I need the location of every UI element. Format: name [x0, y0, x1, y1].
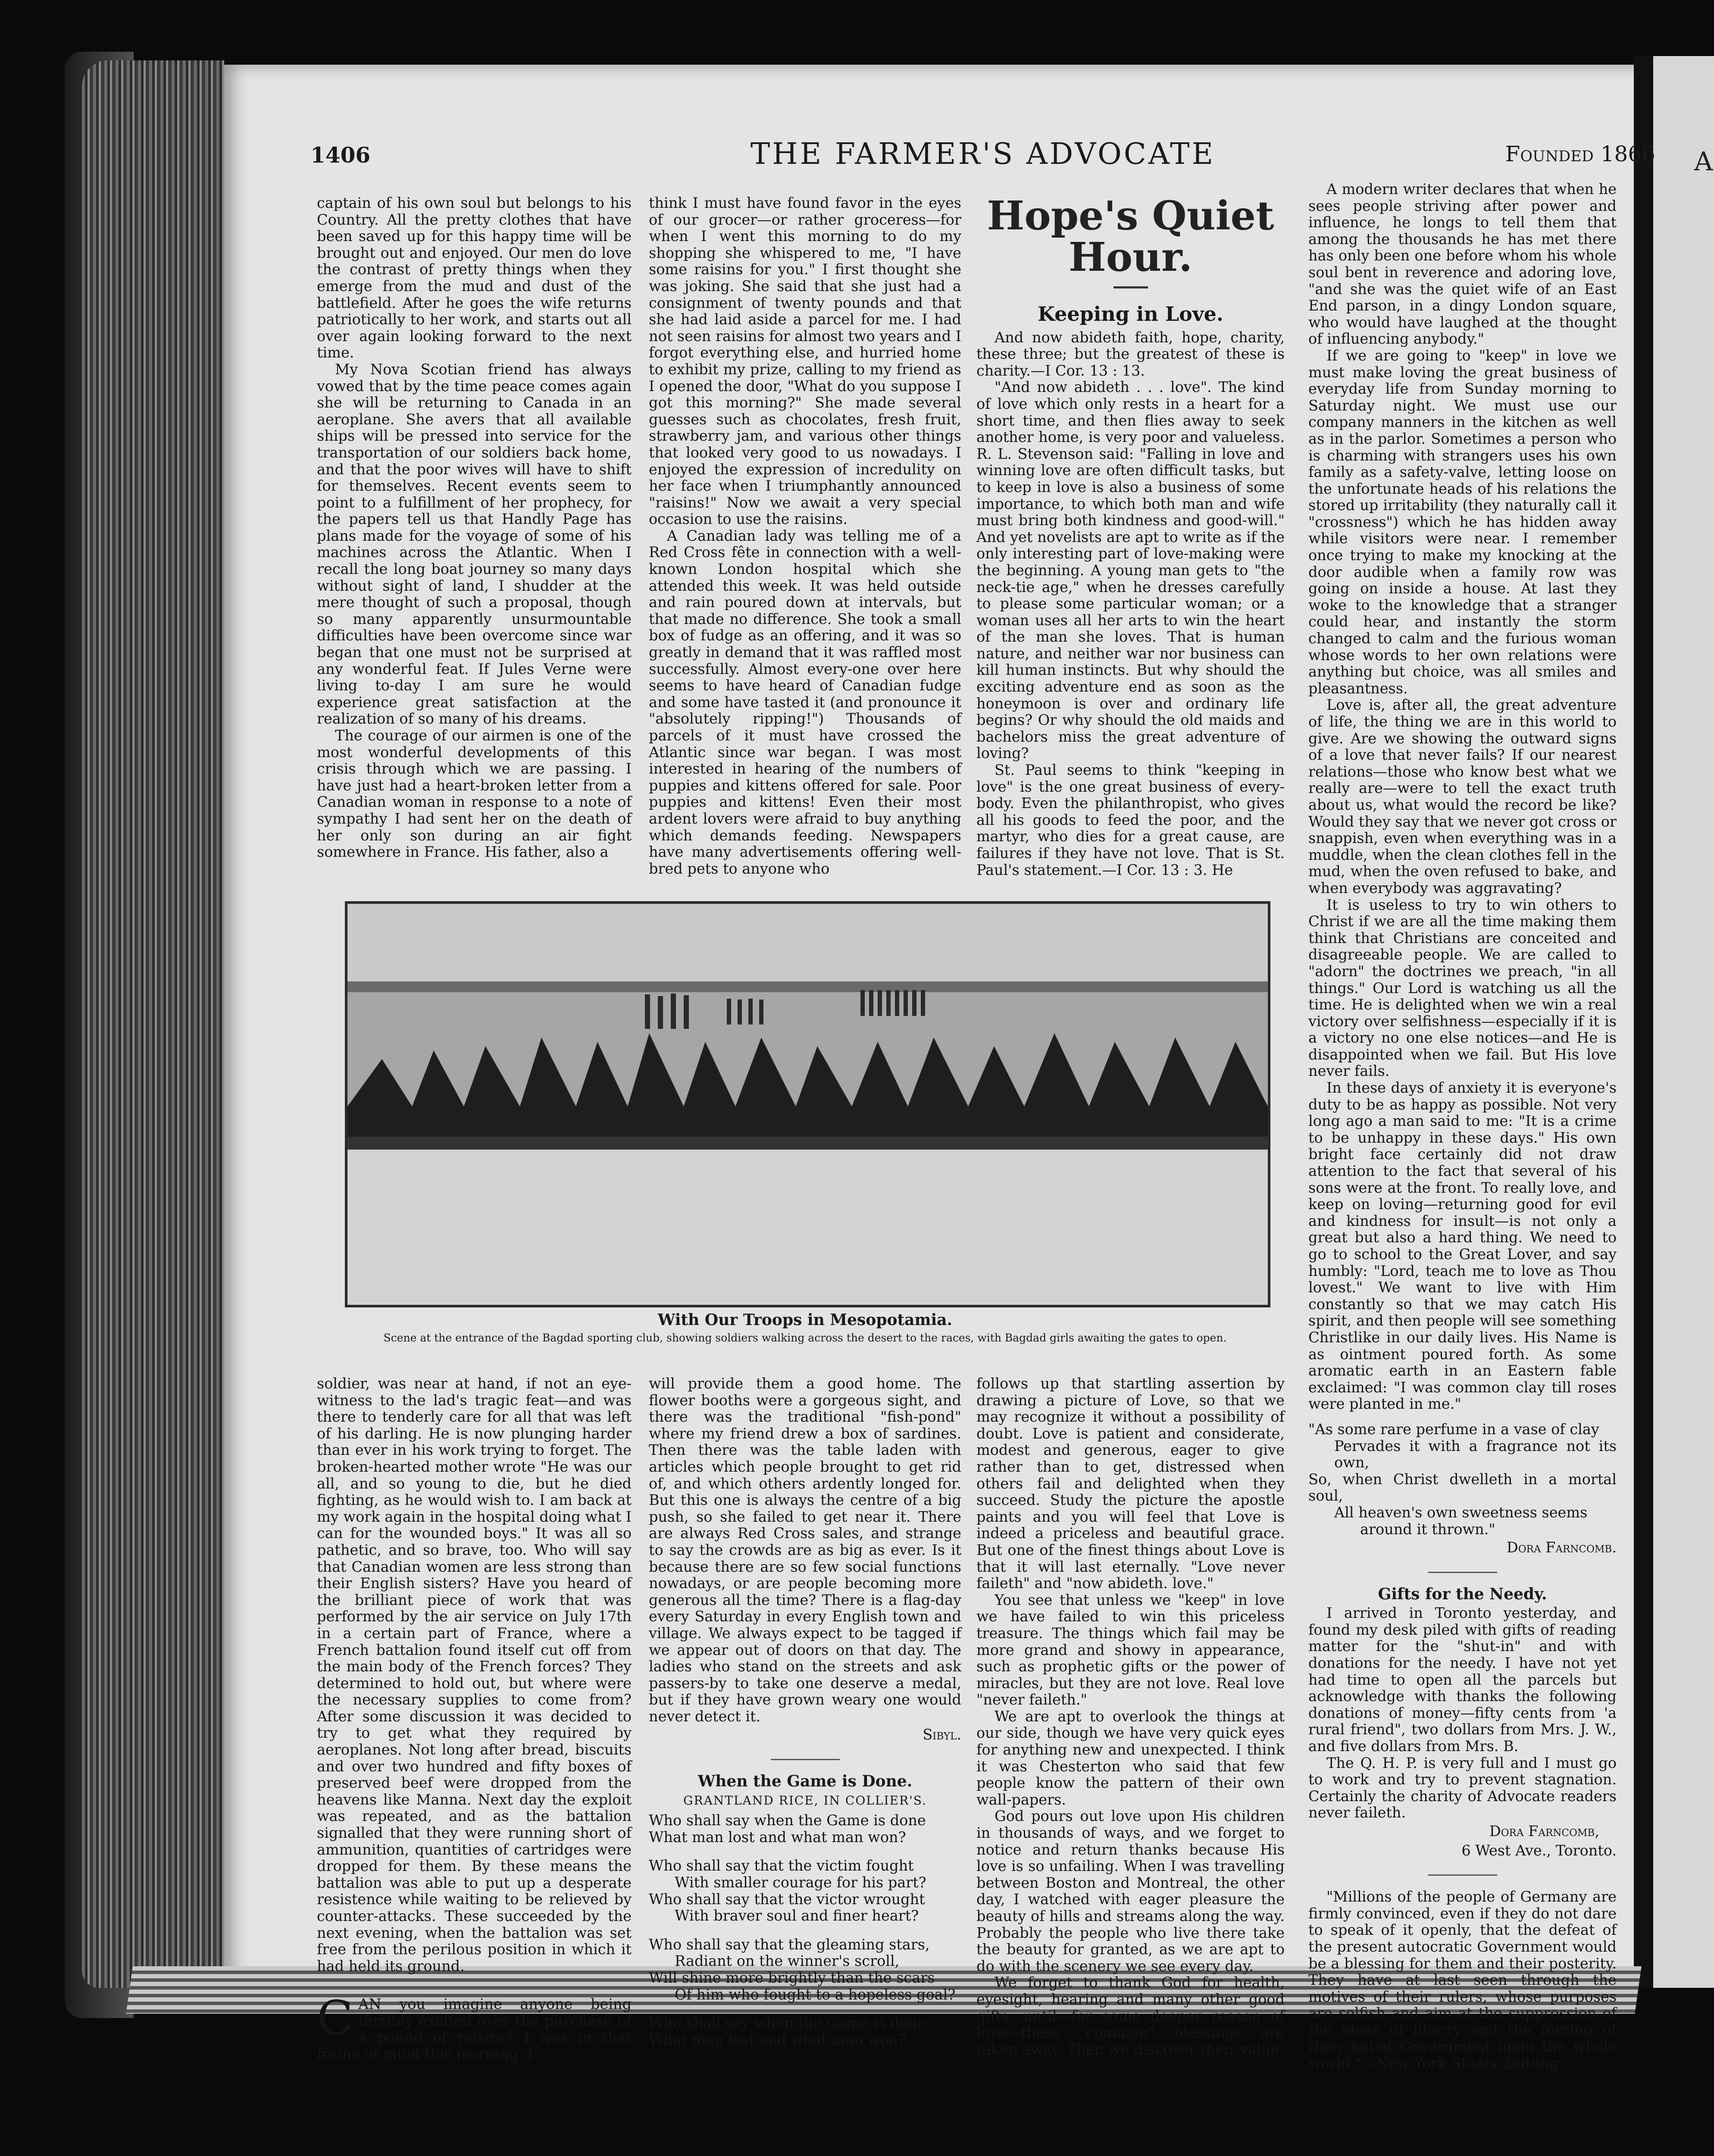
section-title: Hope's Quiet Hour.	[987, 192, 1274, 280]
poem-stanza	[649, 1812, 961, 1846]
page-header	[310, 137, 1655, 172]
drop-cap: C	[317, 1990, 353, 2046]
signature: Dora Farncomb,	[1489, 1823, 1599, 1839]
divider	[771, 1759, 840, 1760]
poem-line: Who shall say that the gleaming stars,	[649, 1936, 930, 1953]
quote-paragraph: "Millions of the people of Germany are firmly convinced, even if they do not dare to speak of it openly, that the defeat of the present autocratic Government would be a blessing for them and their posterity. They have at last seen through the motives of their rulers, whose purposes are selfish and aim at the suppression of the ideas of liberty and the forcing of their hated Government upon the whole world."—New York Staats-Zeitung.	[1308, 1888, 1617, 2072]
paragraph: think I must have found favor in the eyes of our grocer—or rather groceress—for when I went this morning to do my shopping she whispered to me, "I have some raisins for you." I first thought she was joking. She said that she just had a consignment of twenty pounds and that she had laid aside a parcel for me. I had not seen raisins for almost two years and I forgot everything else, and hurried home to exhibit my prize, calling to my friend as I opened the door, "What do you suppose I got this morning?" She made several guesses such as chocolates, fresh fruit, strawberry jam, and various other things that looked very good to us nowadays. I enjoyed the expression of incredulity on her face when I triumphantly announced "raisins!" Now we await a very special occasion to use the raisins.	[649, 194, 961, 528]
bottom-column-1	[317, 1376, 632, 2063]
poem	[649, 1812, 961, 2048]
column-1	[317, 195, 632, 861]
poem-line: Who shall say that the victor wrought	[649, 1890, 925, 1908]
signature: Dora Farncomb.	[1506, 1539, 1617, 1556]
poem-quote	[1308, 1421, 1617, 1538]
paragraph: "And now abideth . . . love". The kind of love which only rests in a heart for a short time, and then flies away to seek another home, is very poor and valueless. R. L. Stevenson said: "Falling in love and winning love are often difficult tasks, but to keep in love is also a business of some importance, to which both man and wife must bring both kindness and good-will." And yet novelists are apt to write as if the only interesting part of love-making were the beginning. A young man gets to "the neck-tie age," when he dresses carefully to please some particular woman; or a woman uses all her arts to win the heart of the man she loves. That is human nature, and neither war nor business can kill human instincts. But why should the exciting adventure end as soon as the honeymoon is over and ordinary life begins? Or why should the old maids and bachelors miss the great adventure of loving?	[976, 379, 1285, 762]
poem-line: around it thrown."	[1360, 1520, 1495, 1538]
signature: Sibyl.	[923, 1726, 961, 1743]
paragraph-text: AN you imagine anyone being terribly excited over the purchase of a pound of raisins? I was in that frame of mind this morning. I	[317, 1996, 632, 2063]
photo-title: With Our Troops in Mesopotamia.	[657, 1311, 953, 1329]
poem-title: When the Game is Done.	[697, 1772, 913, 1791]
photo-caption: Scene at the entrance of the Bagdad sporting club, showing soldiers walking across the desert to the races, with Bagdad girls awaiting the gates to open.	[383, 1332, 1227, 1344]
poem-byline: GRANTLAND RICE, IN COLLIER'S.	[683, 1793, 927, 1808]
column-2	[649, 195, 961, 877]
paragraph: I arrived in Toronto yesterday, and found my desk piled with gifts of reading matter for the "shut-in" and with donations for the needy. I have not yet had time to open all the parcels but acknowledge with thanks the following donations of money—fifty cents from 'a rural friend", two dollars from Mrs. J. W., and five dollars from Mrs. B.	[1308, 1604, 1617, 1755]
masthead: THE FARMER'S ADVOCATE	[750, 137, 1216, 171]
poem-line: Who shall say when the Game is done	[649, 2015, 926, 2032]
photo-image	[347, 904, 1268, 1305]
founded-date: Founded 1866	[1505, 141, 1655, 166]
poem-line: So, when Christ dwelleth in a mortal soul,	[1308, 1470, 1617, 1504]
paragraph: If we are going to "keep" in love we must make loving the great business of everyday life from Sunday morning to Saturday night. We must use our company manners in the kitchen as well as in the parlor. Sometimes a person who is charming with strangers uses his own family as a safety-valve, letting loose on the unfortunate heads of his relations the stored up irritability (they naturally call it "crossness") which he has hidden away while visitors were near. I remember once trying to make my knocking at the door audible when a family row was going on inside a house. At last they woke to the knowledge that a stranger could hear, and instantly the storm changed to calm and the furious woman whose words to her own relations were anything but choice, was all smiles and pleasantness.	[1308, 347, 1617, 697]
poem-line: What man lost and what man won?	[649, 1828, 906, 1846]
book-right-page	[1653, 56, 1714, 1988]
poem-line: With smaller courage for his part?	[675, 1874, 926, 1891]
divider	[1428, 1572, 1497, 1573]
poem-line: Will shine more brightly than the scars	[649, 1969, 935, 1986]
poem-stanza	[649, 1937, 961, 2003]
paragraph: You see that unless we "keep" in love we have failed to win this priceless treasure. The things which fail may be more grand and showy in appearance, such as prophetic gifts or the power of miracles, but they are not love. Real love "never faileth."	[976, 1591, 1285, 1708]
paragraph: St. Paul seems to think "keeping in love" is the one great business of every-body. Even the philanthropist, who gives all his goods to feed the poor, and the martyr, who dies for a great cause, are failures if they have not love. That is St. Paul's statement.—I Cor. 13 : 3. He	[976, 761, 1285, 878]
divider	[1113, 286, 1148, 288]
paragraph: It is useless to try to win others to Christ if we are all the time making them think that Christians are conceited and disagreeable people. We are called to "adorn" the doctrines we preach, "in all things." Our Lord is watching us all the time. He is delighted when we win a real victory over selfishness—especially if it is a victory no one else notices—and He is disappointed when we fail. But His love never fails.	[1308, 896, 1617, 1080]
bottom-column-3	[976, 1376, 1285, 2058]
divider	[1428, 1874, 1497, 1876]
column-3	[976, 192, 1285, 878]
poem-line: "As some rare perfume in a vase of clay	[1308, 1420, 1599, 1438]
paragraph: captain of his own soul but belongs to his Country. All the pretty clothes that have been saved up for this happy time will be brought out and enjoyed. Our men do love the contrast of pretty things when they emerge from the mud and dust of the battlefield. After he goes the wife returns patriotically to her work, and starts out all over again looking forward to the next time.	[317, 194, 632, 361]
paragraph: soldier, was near at hand, if not an eye-witness to the lad's tragic feat—and was there to tenderly care for all that was left of his darling. He is now plunging harder than ever in his work trying to forget. The broken-hearted mother wrote "He was our all, and so young to die, but he died fighting, as he would wish to. I am back at my work again in the hospital doing what I can for the wounded boys." It was all so pathetic, and so brave, too. Who will say that Canadian women are less strong than their English sisters? Have you heard of the brilliant piece of work that was performed by the air service on July 17th in a certain part of France, where a French battalion found itself cut off from the main body of the French forces? They determined to hold out, but where were the necessary supplies to come from? After some discussion it was decided to try to get what they required by aeroplanes. Not long after bread, biscuits and over two hundred and fifty boxes of preserved beef were dropped from the heavens like Manna. Next day the exploit was repeated, and as the battalion signalled that they were running short of ammunition, quantities of cartridges were dropped for them. By these means the battalion was able to put up a desperate resistence while waiting to be relieved by counter-attacks. These succeeded by the next evening, when the battalion was set free from the perilous position in which it had held its ground.	[317, 1375, 632, 1974]
poem-line: Of him who fought to a hopeless goal?	[675, 1986, 956, 2003]
poem-stanza	[649, 2015, 961, 2048]
paragraph: Love is, after all, the great adventure of life, the thing we are in this world to give. Are we showing the outward signs of a love that never fails? If our nearest relations—those who know best what we really are—were to tell the exact truth about us, what would the record be like? Would they say that we never got cross or snappish, even when everything was in a muddle, when the clean clothes fell in the mud, when the oven refused to bake, and when everybody was aggravating?	[1308, 696, 1617, 896]
poem-stanza	[649, 1858, 961, 1924]
poem-line: Pervades it with a fragrance not its own,	[1334, 1437, 1617, 1471]
book-page-stack	[82, 60, 224, 1988]
poem-line: What man lost and what man won?	[649, 2031, 906, 2048]
poem-line: All heaven's own sweetness seems	[1334, 1504, 1588, 1521]
poem-line: Radiant on the winner's scroll,	[675, 1952, 900, 1970]
paragraph: follows up that startling assertion by drawing a picture of Love, so that we may recognize it without a possibility of doubt. Love is patient and considerate, modest and generous, eager to give rather than to get, distressed when others fail and delighted when they succeed. Study the picture the apostle paints and you will feel that Love is indeed a priceless and beautiful grace. But one of the finest things about Love is that it will last eternally. "Love never faileth" and "now abideth. love."	[976, 1375, 1285, 1592]
poem-line: Who shall say when the Game is done	[649, 1812, 926, 1829]
signature-address: 6 West Ave., Toronto.	[1461, 1842, 1617, 1859]
paragraph: And now abideth faith, hope, charity, these three; but the greatest of these is charity.—I Cor. 13 : 13.	[976, 329, 1285, 379]
paragraph: A Canadian lady was telling me of a Red Cross fête in connection with a well-known London hospital which she attended this week. It was held outside and rain poured down at intervals, but that made no difference. She took a small box of fudge as an offering, and it was so greatly in demand that it was raffled most successfully. Almost every-one over here seems to have heard of Canadian fudge and some have tasted it (and pronounce it "absolutely ripping!") Thousands of parcels of it must have crossed the Atlantic since war began. I was most interested in hearing of the numbers of puppies and kittens offered for sale. Poor puppies and kittens! Even their most ardent lovers were afraid to buy anything which demands feeding. Newspapers have many advertisements offering well-bred pets to anyone who	[649, 527, 961, 877]
poem-line: With braver soul and finer heart?	[675, 1907, 919, 1924]
gifts-title: Gifts for the Needy.	[1378, 1585, 1547, 1603]
paragraph: A modern writer declares that when he sees people striving after power and influence, he longs to tell them that among the thousands he has met there has only been one before whom his whole soul bent in reverence and adoring love, "and she was the quiet wife of an East End parson, in a dingy London square, who would have laughed at the thought of influencing anybody."	[1308, 181, 1617, 348]
paragraph: My Nova Scotian friend has always vowed that by the time peace comes again she will be returning to Canada in an aeroplane. She avers that all available ships will be pressed into service for the transportation of our soldiers back home, and that the poor wives will have to shift for themselves. Recent events seem to point to a fulfillment of her prophecy, for the papers tell us that Handly Page has plans made for the voyage of some of his machines across the Atlantic. When I recall the long boat journey so many days without sight of land, I shudder at the mere thought of such a proposal, though so many apparently unsurmountable difficulties have been overcome since war began that one must not be surprised at any wonderful feat. If Jules Verne were living to-day I am sure he would experience great satisfaction at the realization of so many of his dreams.	[317, 360, 632, 727]
photo-troops-mesopotamia	[345, 901, 1270, 1307]
column-4	[1308, 181, 1617, 2072]
paragraph: will provide them a good home. The flower booths were a gorgeous sight, and there was the traditional "fish-pond" where my friend drew a box of sardines. Then there was the table laden with articles which people brought to get rid of, and which others ardently longed for. But this one is always the centre of a big push, so she failed to get near it. There are always Red Cross sales, and strange to say the crowds are as big as ever. Is it because there are so few social functions nowadays, or are people becoming more generous all the time? There is a flag-day every Saturday in every English town and village. We always expect to be tagged if we appear out of doors on that day. The ladies who stand on the streets and ask passers-by to take one deserve a medal, but if they have grown weary one would never detect it.	[649, 1375, 961, 1725]
section-subtitle: Keeping in Love.	[1038, 302, 1223, 326]
raisins-paragraph	[317, 1990, 632, 2063]
paragraph: The courage of our airmen is one of the most wonderful developments of this crisis through which we are passing. I have just had a heart-broken letter from a Canadian woman in response to a note of sympathy I had sent her on the death of her only son during an air fight somewhere in France. His father, also a	[317, 727, 632, 861]
bottom-column-2	[649, 1376, 961, 2060]
paragraph: We are apt to overlook the things at our side, though we have very quick eyes for anything new and unexpected. I think it was Chesterton who said that few people know the pattern of their own wall-papers.	[976, 1708, 1285, 1808]
paragraph: God pours out love upon His children in thousands of ways, and we forget to notice and return thanks because His love is so unfailing. When I was travelling between Boston and Montreal, the other day, I watched with eager pleasure the beauty of hills and streams along the way. Probably the people who live there take the beauty for granted, as we are apt to do with the scenery we see every day.	[976, 1808, 1285, 1974]
right-page-letter: A	[1694, 147, 1713, 177]
paragraph: The Q. H. P. is very full and I must go to work and try to prevent stagnation. Certainly the charity of Advocate readers never faileth.	[1308, 1754, 1617, 1821]
paragraph: We forget to thank God for health, eyesight, hearing and many other good gifts, until—for some deeper reason of love—these "common" blessings are taken away. Then we discover their value.	[976, 1974, 1285, 2058]
page-number: 1406	[310, 142, 371, 168]
poem-line: Who shall say that the victim fought	[649, 1857, 914, 1874]
paragraph: In these days of anxiety it is everyone's duty to be as happy as possible. Not very long ago a man said to me: "It is a crime to be unhappy in these days." His own bright face certainly did not draw attention to the fact that several of his sons were at the front. To really love, and keep on loving—returning good for evil and kindness for insult—is not only a great but also a hard thing. We need to go to school to the Great Lover, and say humbly: "Lord, teach me to love as Thou lovest." We want to live with Him constantly so that we may catch His spirit, and then people will see something Christlike in our daily lives. His Name is as ointment poured forth. As some aromatic earth in an Eastern fable exclaimed: "I was common clay till roses were planted in me."	[1308, 1079, 1617, 1413]
